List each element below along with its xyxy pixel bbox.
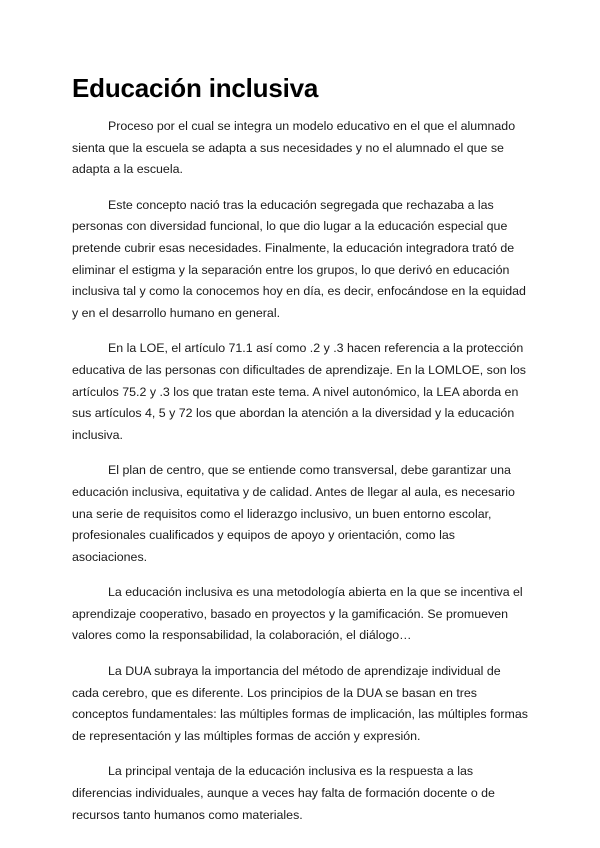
paragraph-advantages: La principal ventaja de la educación inclusiva es la respuesta a las diferencias individuales, aunque a veces hay falta de formación docente o de recursos tanto humanos como materiales.	[72, 764, 495, 822]
paragraph-methodology: La educación inclusiva es una metodología abierta en la que se incentiva el aprendizaje cooperativo, basado en proyectos y la gamificación. Se promueven valores como la responsabilidad, la colaboración, el diálogo…	[72, 585, 523, 643]
paragraph-center-plan: El plan de centro, que se entiende como transversal, debe garantizar una educación inclusiva, equitativa y de calidad. Antes de llegar al aula, es necesario una serie de requisitos como el liderazgo inclusivo, un buen entorno escolar, profesionales cualificados y equipos de apoyo y orientación, como las asociaciones.	[72, 463, 515, 564]
paragraph-origin: Este concepto nació tras la educación segregada que rechazaba a las personas con diversidad funcional, lo que dio lugar a la educación especial que pretende cubrir esas necesidades. Finalmente, la educación integradora trató de eliminar el estigma y la separación entre los grupos, lo que derivó en educación inclusiva tal y como la conocemos hoy en día, es decir, enfocándose en la equidad y en el desarrollo humano en general.	[72, 197, 526, 320]
document-title: Educación inclusiva	[72, 73, 319, 103]
paragraph-definition: Proceso por el cual se integra un modelo educativo en el que el alumnado sienta que la escuela se adapta a sus necesidades y no el alumnado el que se adapta a la escuela.	[72, 119, 516, 177]
document-body	[72, 116, 530, 840]
paragraph-legislation: En la LOE, el artículo 71.1 así como .2 y .3 hacen referencia a la protección educativa de las personas con dificultades de aprendizaje. En la LOMLOE, son los artículos 75.2 y .3 los que tratan este tema. A nivel autonómico, la LEA aborda en sus artículos 4, 5 y 72 los que abordan la atención a la diversidad y la educación inclusiva.	[72, 341, 526, 442]
paragraph-dua: La DUA subraya la importancia del método de aprendizaje individual de cada cerebro, que es diferente. Los principios de la DUA se basan en tres conceptos fundamentales: las múltiples formas de implicación, las múltiples formas de representación y las múltiples formas de acción y expresión.	[72, 664, 528, 743]
